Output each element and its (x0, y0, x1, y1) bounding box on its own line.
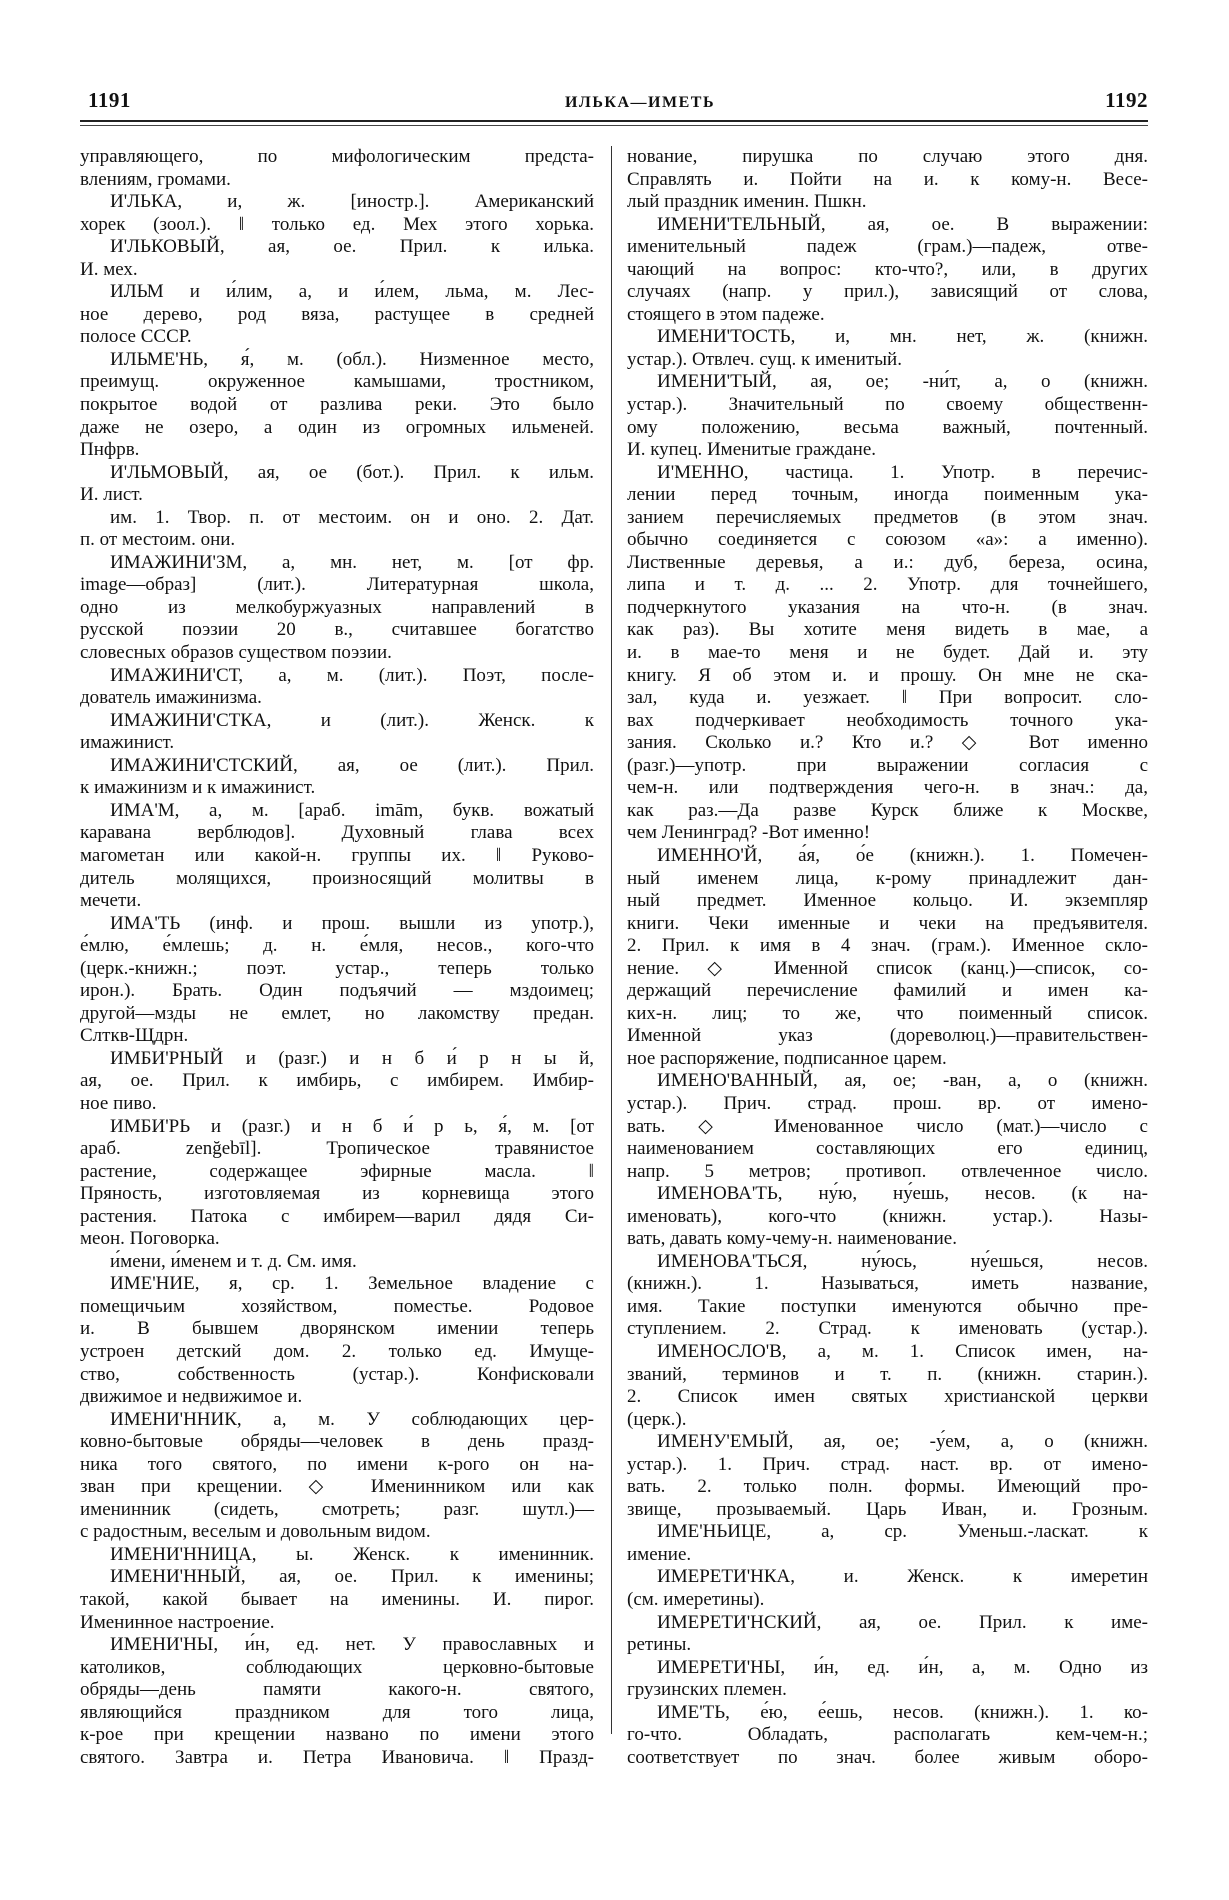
text-line: ИМЕРЕТИ'НЫ, и́н, ед. и́н, а, м. Одно из (657, 1656, 1148, 1678)
page-number-right: 1192 (1105, 88, 1148, 112)
text-line: русской поэзии 20 в., считавшее богатство (80, 619, 594, 641)
text-line: ное дерево, род вяза, растущее в средней (80, 303, 594, 325)
text-line: другой—мзды не емлет, но лакомству предан. (80, 1002, 594, 1024)
text-line: являющийся праздником для того лица, (80, 1701, 594, 1723)
text-line: книгу. Я об этом и. и прошу. Он мне не ска- (627, 664, 1148, 686)
text-line: стоящего в этом падеже. (627, 303, 825, 325)
text-line: И'ЛЬМОВЫЙ, ая, ое (бот.). Прил. к ильм. (110, 461, 594, 483)
text-line: зания. Сколько и.? Кто и.? ◇ Вот именно (627, 732, 1148, 754)
text-line: магометан или какой-н. группы их. ‖ Руково- (80, 844, 594, 866)
text-line: липа и т. д. ... 2. Употр. для точнейшего, (627, 574, 1148, 596)
header-rule (80, 120, 1148, 122)
text-line: подчеркнутого указания на что-н. (в знач. (627, 596, 1148, 618)
right-column (627, 146, 1148, 1769)
text-line: ный предмет. Именное кольцо. И. экземпляр (627, 890, 1148, 912)
text-line: ая, ое. Прил. к имбирь, с имбирем. Имбир- (80, 1070, 594, 1092)
text-line: и. В бывшем дворянском имении теперь (80, 1318, 594, 1340)
text-line: устар.). Прич. страд. прош. вр. от имено- (627, 1092, 1148, 1114)
text-line: званий, терминов и т. п. (книжн. старин.). (627, 1363, 1148, 1385)
text-line: вать, давать кому-чему-н. наименование. (627, 1228, 957, 1250)
text-line: ому положению, весьма важный, почтенный. (627, 416, 1148, 438)
text-line: ИМЕННО'Й, а́я, о́е (книжн.). 1. Помечен- (657, 844, 1148, 866)
text-line: наименованием составляющих его единиц, (627, 1138, 1148, 1160)
text-line: нование, пирушка по случаю этого дня. (627, 146, 1148, 167)
text-line: ИМБИ'РНЫЙ и (разг.) и н б и́ р н ы й, (110, 1047, 594, 1069)
text-line: ИМБИ'РЬ и (разг.) и н б и́ р ь, я́, м. [от (110, 1115, 594, 1137)
column-divider (611, 146, 612, 1734)
text-line: го-что. Обладать, располагать кем-чем-н.; (627, 1724, 1148, 1746)
text-line: ИМЕНИ'ННЫЙ, ая, ое. Прил. к именины; (110, 1566, 594, 1588)
text-line: именинник (сидеть, смотреть; разг. шутл.)— (80, 1498, 594, 1520)
left-column (80, 146, 594, 1769)
text-line: растения. Патока с имбирем—варил дядя Си- (80, 1205, 594, 1227)
header-rule-thin (80, 125, 1148, 126)
text-line: ИМЕ'ТЬ, е́ю, е́ешь, несов. (книжн.). 1. ко- (657, 1701, 1148, 1723)
text-line: е́млю, е́млешь; д. н. е́мля, несов., кого-что (80, 935, 594, 957)
text-line: ИМАЖИНИ'СТ, а, м. (лит.). Поэт, после- (110, 664, 594, 686)
text-line: вать. ◇ Именованное число (мат.)—число с (627, 1115, 1148, 1137)
text-line: дователь имажинизма. (80, 687, 262, 709)
text-line: мечети. (80, 890, 142, 912)
text-line: обряды—день памяти какого-н. святого, (80, 1679, 594, 1701)
text-line: растение, содержащее эфирные масла. ‖ (80, 1160, 594, 1182)
text-line: (разг.)—употр. при выражении согласия с (627, 754, 1148, 776)
running-head: ИЛЬКА—ИМЕТЬ (564, 94, 716, 111)
text-line: п. от местоим. они. (80, 529, 236, 551)
text-line: чающий на вопрос: кто-что?, или, в других (627, 258, 1148, 280)
text-line: image—образ] (лит.). Литературная школа, (80, 574, 594, 596)
page-header (88, 88, 1148, 118)
text-line: ких-н. лиц; то же, что поименный список. (627, 1002, 1148, 1024)
text-line: дитель молящихся, произносящий молитвы в (80, 867, 594, 889)
text-line: Слткв-Щдрн. (80, 1025, 189, 1047)
text-line: преимущ. окруженное камышами, тростником, (80, 371, 594, 393)
text-line: Именинное настроение. (80, 1611, 275, 1633)
text-line: соответствует по знач. более живым оборо- (627, 1746, 1148, 1768)
text-line: чем-н. или подтверждения чего-н. в знач.: да, (627, 777, 1148, 799)
text-line: ИМЕРЕТИ'НСКИЙ, ая, ое. Прил. к име- (657, 1611, 1148, 1633)
text-line: ство, собственность (устар.). Конфисковали (80, 1363, 594, 1385)
text-line: вах подчеркивает необходимость точного ука- (627, 709, 1148, 731)
text-line: устар.). Значительный по своему общественн- (627, 394, 1148, 416)
text-line: ный именем лица, к-рому принадлежит дан- (627, 867, 1148, 889)
text-line: движимое и недвижимое и. (80, 1386, 303, 1408)
text-line: даже не озеро, а один из огромных ильменей. (80, 416, 594, 438)
text-line: устар.). 1. Прич. страд. наст. вр. от имено- (627, 1453, 1148, 1475)
text-line: как раз.—Да разве Курск ближе к Москве, (627, 799, 1148, 821)
text-line: И. лист. (80, 484, 143, 506)
text-line: влениям, громами. (80, 168, 231, 190)
text-line: к имажинизм и к имажинист. (80, 777, 316, 799)
text-line: обычно соединяется с союзом «а»: а именно). (627, 529, 1148, 551)
text-line: ное пиво. (80, 1092, 157, 1114)
text-line: И'ЛЬКА, и, ж. [иностр.]. Американский (110, 191, 594, 213)
text-line: ИМА'М, а, м. [араб. imām, букв. вожатый (110, 799, 594, 821)
text-line: ИМЕРЕТИ'НКА, и. Женск. к имеретин (657, 1566, 1148, 1588)
text-line: лый праздник именин. Пшкн. (627, 191, 867, 213)
text-line: полосе СССР. (80, 326, 192, 348)
text-line: ИМЕ'НЬИЦЕ, а, ср. Уменьш.-ласкат. к (657, 1521, 1148, 1543)
text-line: устроен детский дом. 2. только ед. Имуще- (80, 1340, 594, 1362)
text-line: имя. Такие поступки именуются обычно пре- (627, 1295, 1148, 1317)
text-line: ИМА'ТЬ (инф. и прош. вышли из употр.), (110, 912, 594, 934)
text-line: устар.). Отвлеч. сущ. к именитый. (627, 348, 902, 370)
text-line: ИМЕНИ'НЫ, и́н, ед. нет. У православных и (110, 1634, 594, 1656)
text-line: имение. (627, 1543, 692, 1565)
text-line: лении перед точным, иногда поименным ука- (627, 484, 1148, 506)
text-line: помещичьим хозяйством, поместье. Родовое (80, 1295, 594, 1317)
text-line: и. в мае-то меня и не будет. Дай и. эту (627, 642, 1148, 664)
text-line: покрытое водой от разлива реки. Это было (80, 394, 594, 416)
text-line: ИМЕНИ'ННИК, а, м. У соблюдающих цер- (110, 1408, 594, 1430)
text-line: ступлением. 2. Страд. к именовать (устар.). (627, 1318, 1148, 1340)
text-line: ИМЕНОСЛО'В, а, м. 1. Список имен, на- (657, 1340, 1148, 1362)
text-line: ирон.). Брать. Один подъячий — мздоимец; (80, 980, 594, 1002)
text-line: словесных образов существом поэзии. (80, 642, 392, 664)
text-line: звище, прозываемый. Царь Иван, и. Грозным. (627, 1498, 1148, 1520)
text-line: им. 1. Твор. п. от местоим. он и оно. 2. Дат. (110, 506, 594, 528)
text-line: ИМАЖИНИ'СТКА, и (лит.). Женск. к (110, 709, 594, 731)
text-line: (церк.). (627, 1408, 687, 1430)
text-line: (церк.-книжн.; поэт. устар., теперь только (80, 957, 594, 979)
text-line: зал, куда и. уезжает. ‖ При вопросит. сло- (627, 687, 1148, 709)
text-line: именительный падеж (грам.)—падеж, отве- (627, 236, 1148, 258)
text-line: вать. 2. только полн. формы. Имеющий про- (627, 1476, 1148, 1498)
text-line: с радостным, веселым и довольным видом. (80, 1521, 431, 1543)
text-line: ИМАЖИНИ'СТСКИЙ, ая, ое (лит.). Прил. (110, 754, 594, 776)
text-line: ретины. (627, 1634, 692, 1656)
text-line: 2. Список имен святых христианской церкви (627, 1386, 1148, 1408)
text-line: Пряность, изготовляемая из корневища этого (80, 1183, 594, 1205)
text-line: ИМЕНИ'ТЫЙ, ая, ое; -ни́т, а, о (книжн. (657, 371, 1148, 393)
text-line: хорек (зоол.). ‖ только ед. Мех этого хорька. (80, 213, 594, 235)
text-line: ника того святого, по имени к-рого он на- (80, 1453, 594, 1475)
text-line: ИМЕНИ'ТОСТЬ, и, мн. нет, ж. (книжн. (657, 326, 1148, 348)
text-line: ИМЕ'НИЕ, я, ср. 1. Земельное владение с (110, 1273, 594, 1295)
text-line: ИМАЖИНИ'ЗМ, а, мн. нет, м. [от фр. (110, 551, 594, 573)
text-line: ИМЕНОВА'ТЬСЯ, ну́юсь, ну́ешься, несов. (657, 1250, 1148, 1272)
text-line: ное распоряжение, подписанное царем. (627, 1047, 947, 1069)
page-number-left: 1191 (88, 88, 131, 112)
text-line: ИЛЬМЕ'НЬ, я́, м. (обл.). Низменное место, (110, 348, 594, 370)
text-line: ковно-бытовые обряды—человек в день празд- (80, 1431, 594, 1453)
text-line: араб. zenğebīl]. Тропическое травянистое (80, 1138, 594, 1160)
text-line: как раз). Вы хотите меня видеть в мае, а (627, 619, 1148, 641)
text-line: ИМЕНИ'ТЕЛЬНЫЙ, ая, ое. В выражении: (657, 213, 1148, 235)
text-line: одно из мелкобуржуазных направлений в (80, 596, 594, 618)
text-line: святого. Завтра и. Петра Ивановича. ‖ Празд- (80, 1746, 594, 1768)
text-line: И. мех. (80, 258, 138, 280)
text-line: ИМЕНОВА'ТЬ, ну́ю, ну́ешь, несов. (к на- (657, 1183, 1148, 1205)
text-line: такой, какой бывает на именины. И. пирог. (80, 1589, 594, 1610)
text-line: ИМЕНО'ВАННЫЙ, ая, ое; -ван, а, о (книжн. (657, 1070, 1148, 1092)
text-line: зван при крещении. ◇ Именинником или как (80, 1476, 594, 1498)
text-line: И'ЛЬКОВЫЙ, ая, ое. Прил. к илька. (110, 236, 594, 258)
text-line: держащий перечисление фамилий и имен ка- (627, 980, 1148, 1002)
text-line: Лиственные деревья, а и.: дуб, береза, осина, (627, 551, 1148, 573)
text-line: И. купец. Именитые граждане. (627, 439, 877, 461)
text-line: книги. Чеки именные и чеки на предъявителя. (627, 912, 1148, 934)
text-line: меон. Поговорка. (80, 1228, 220, 1250)
text-line: именовать), кого-что (книжн. устар.). Назы- (627, 1205, 1148, 1227)
text-line: И'МЕННО, частица. 1. Употр. в перечис- (657, 461, 1148, 483)
text-line: (см. имеретины). (627, 1589, 765, 1610)
text-line: нение. ◇ Именной список (канц.)—список, со- (627, 957, 1148, 979)
text-line: ИМЕНУ'ЕМЫЙ, ая, ое; -у́ем, а, о (книжн. (657, 1431, 1148, 1453)
text-line: (книжн.). 1. Называться, иметь название, (627, 1273, 1148, 1295)
text-line: имажинист. (80, 732, 175, 754)
text-line: к-рое при крещении названо по имени этого (80, 1724, 594, 1746)
text-line: ИЛЬМ и и́лим, а, и и́лем, льма, м. Лес- (110, 281, 594, 303)
text-line: занием перечисляемых предметов (в этом знач. (627, 506, 1148, 528)
text-line: ИМЕНИ'ННИЦА, ы. Женск. к именинник. (110, 1543, 594, 1565)
text-line: управляющего, по мифологическим предста- (80, 146, 594, 167)
text-line: католиков, соблюдающих церковно-бытовые (80, 1656, 594, 1678)
text-line: каравана верблюдов]. Духовный глава всех (80, 822, 594, 844)
text-line: грузинских племен. (627, 1679, 787, 1701)
text-line: 2. Прил. к имя в 4 знач. (грам.). Именное скло- (627, 935, 1148, 957)
text-line: Справлять и. Пойти на и. к кому-н. Весе- (627, 168, 1148, 190)
text-line: Пнфрв. (80, 439, 140, 461)
text-line: чем Ленинград? -Вот именно! (627, 822, 871, 844)
text-line: напр. 5 метров; противоп. отвлеченное число. (627, 1160, 1148, 1182)
text-line: и́мени, и́менем и т. д. См. имя. (110, 1250, 357, 1272)
text-line: случаях (напр. у прил.), зависящий от слова, (627, 281, 1148, 303)
text-line: Именной указ (дореволюц.)—правительствен- (627, 1025, 1148, 1047)
